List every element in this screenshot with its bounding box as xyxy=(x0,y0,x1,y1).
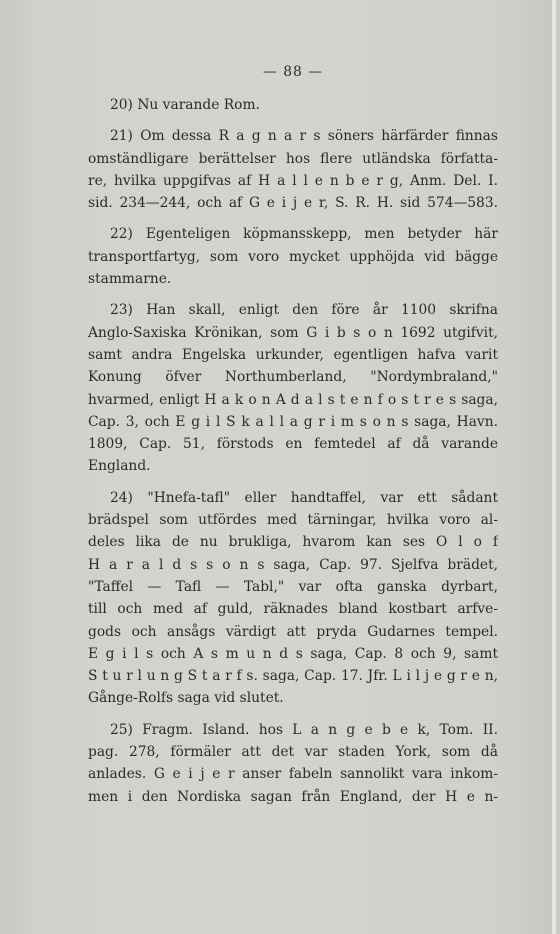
page-edge xyxy=(552,0,556,934)
note-25-line-4: men i den Nordiska sagan från England, der H e n- xyxy=(88,788,498,805)
note-25-line-1: 25) Fragm. Island. hos L a n g e b e k, Tom. II. xyxy=(110,721,498,738)
note-25-line-2: pag. 278, förmäler att det var staden York, som då xyxy=(88,744,498,761)
note-24-line-10: Gånge-Rolfs saga vid slutet. xyxy=(88,690,284,707)
note-24-line-3: deles lika de nu brukliga, hvarom kan ses O l o f xyxy=(88,534,498,551)
note-24-line-2: brädspel som utfördes med tärningar, hvilka voro al- xyxy=(88,512,498,529)
note-23-line-4: Konung öfver Northumberland, "Nordymbraland," xyxy=(88,369,498,386)
note-24-line-1: 24) "Hnefa-tafl" eller handtaffel, var ett sådant xyxy=(110,489,498,506)
note-24-line-5: "Taffel — Tafl — Tabl," var ofta ganska dyrbart, xyxy=(88,578,498,595)
note-23-line-6: Cap. 3, och E g i l S k a l l a g r i m s o n s saga, Havn. xyxy=(88,413,498,430)
page-number: — 88 — xyxy=(263,64,323,80)
note-22-line-1: 22) Egenteligen köpmansskepp, men betyder här xyxy=(110,226,498,243)
note-23-line-2: Anglo-Saxiska Krönikan, som G i b s o n 1692 utgifvit, xyxy=(88,324,498,341)
note-21-line-3: re, hvilka uppgifvas af H a l l e n b e r g, Anm. Del. I. xyxy=(88,172,498,189)
note-23-line-5: hvarmed, enligt H a k o n A d a l s t e n f o s t r e s saga, xyxy=(88,391,498,408)
note-21-line-2: omständligare berättelser hos flere utländska författa- xyxy=(88,150,498,167)
note-24-line-8: E g i l s och A s m u n d s saga, Cap. 8 och 9, samt xyxy=(88,645,498,662)
note-22-line-3: stammarne. xyxy=(88,271,172,288)
note-21-line-1: 21) Om dessa R a g n a r s söners härfärder finnas xyxy=(110,128,498,145)
note-23-line-7: 1809, Cap. 51, förstods en femtedel af då varande xyxy=(88,436,498,453)
note-21-line-4: sid. 234—244, och af G e i j e r, S. R. H. sid 574—583. xyxy=(88,195,498,212)
note-25-line-3: anlades. G e i j e r anser fabeln sannolikt vara inkom- xyxy=(88,766,498,783)
note-23-line-3: samt andra Engelska urkunder, egentligen hafva varit xyxy=(88,346,498,363)
note-20-line-1: 20) Nu varande Rom. xyxy=(110,97,260,113)
note-24-line-7: gods och ansågs värdigt att pryda Gudarnes tempel. xyxy=(88,623,498,640)
note-23-line-1: 23) Han skall, enligt den före år 1100 skrifna xyxy=(110,302,498,319)
note-24-line-9: S t u r l u n g S t a r f s. saga, Cap. 17. Jfr. L i l j e g r e n, xyxy=(88,668,498,685)
note-23-line-8: England. xyxy=(88,458,151,475)
note-24-line-4: H a r a l d s s o n s saga, Cap. 97. Sjelfva brädet, xyxy=(88,556,498,573)
note-22-line-2: transportfartyg, som voro mycket upphöjda vid bägge xyxy=(88,248,498,265)
page-text xyxy=(88,58,498,808)
note-24-line-6: till och med af guld, räknades bland kostbart arfve- xyxy=(88,601,498,618)
